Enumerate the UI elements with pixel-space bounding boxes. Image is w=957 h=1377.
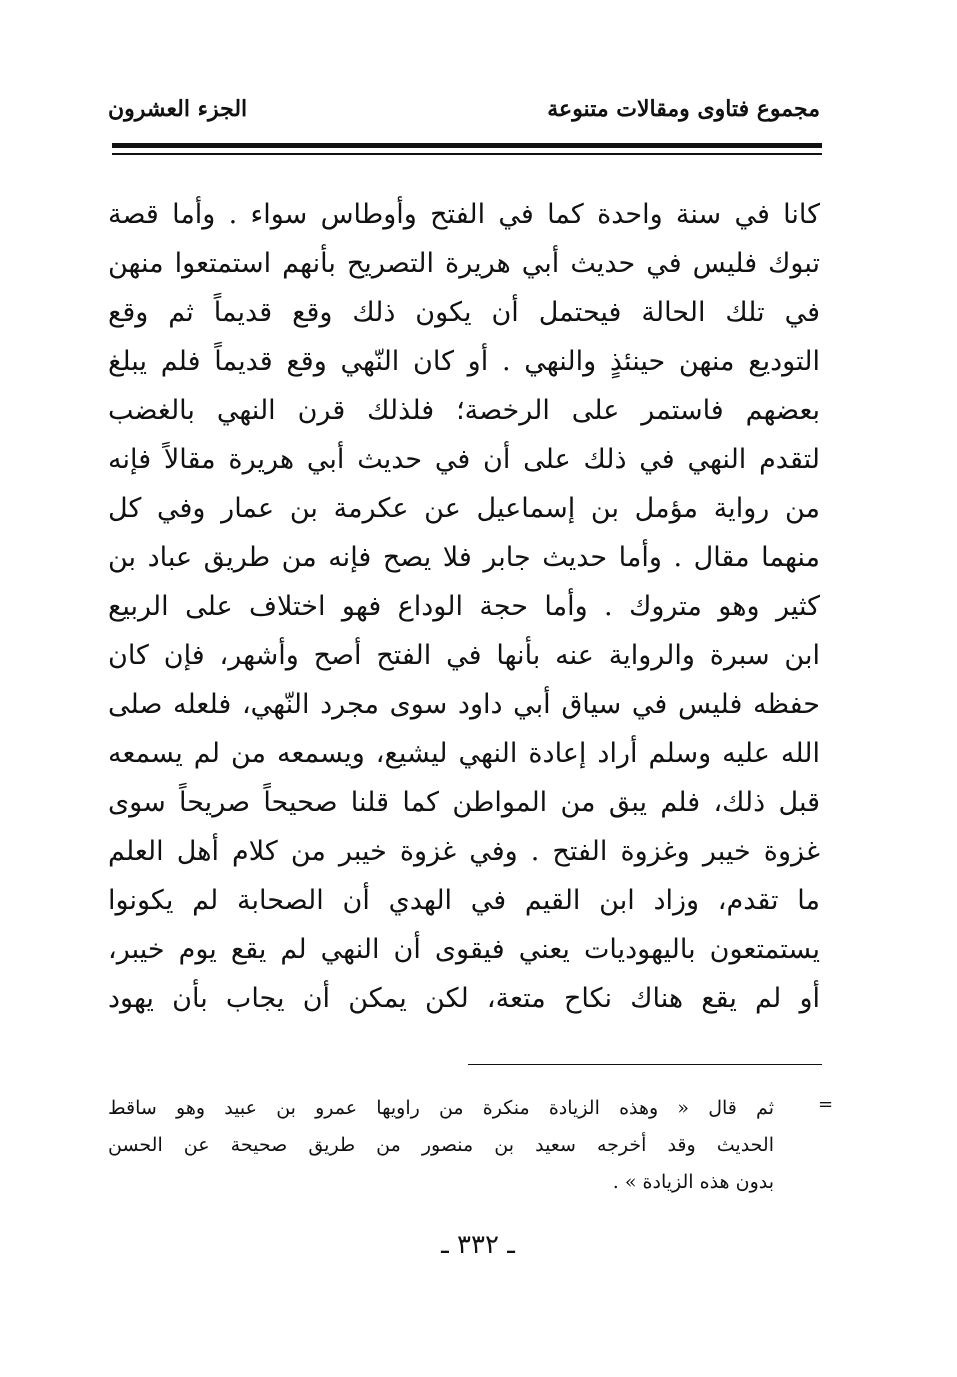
text-line: منهما مقال . وأما حديث جابر فلا يصح فإنه من طريق عباد بن: [108, 542, 820, 573]
text-line: كثير وهو متروك . وأما حجة الوداع فهو اختلاف على الربيع: [108, 591, 820, 622]
text-line: في تلك الحالة فيحتمل أن يكون ذلك وقع قديماً ثم وقع: [108, 297, 820, 328]
text-line: قبل ذلك، فلم يبق من المواطن كما قلنا صحيحاً صريحاً سوى: [108, 787, 820, 818]
footnote-continuation-marker: =: [818, 1094, 834, 1115]
page-number: ـ ٣٣٢ ـ: [441, 1230, 515, 1260]
footnote-line: الحديث وقد أخرجه سعيد بن منصور من طريق صحيحة عن الحسن: [108, 1134, 774, 1156]
main-text: [108, 190, 820, 1023]
header-rule-thin: [112, 153, 822, 155]
text-line: يستمتعون باليهوديات يعني فيقوى أن النهي لم يقع يوم خيبر،: [108, 934, 820, 965]
volume-label: الجزء العشرون: [108, 96, 248, 122]
footnote: [108, 1090, 774, 1201]
book-title: مجموع فتاوى ومقالات متنوعة: [547, 96, 820, 122]
text-line: ما تقدم، وزاد ابن القيم في الهدي أن الصحابة لم يكونوا: [108, 885, 820, 916]
running-header: [108, 96, 820, 136]
text-line: ابن سبرة والرواية عنه بأنها في الفتح أصح وأشهر، فإن كان: [108, 640, 820, 671]
text-line: لتقدم النهي في ذلك على أن في حديث أبي هريرة مقالاً فإنه: [108, 444, 820, 475]
text-line: أو لم يقع هناك نكاح متعة، لكن يمكن أن يجاب بأن يهود: [108, 983, 820, 1014]
text-line: حفظه فليس في سياق أبي داود سوى مجرد النّهي، فلعله صلى: [108, 689, 820, 720]
footnote-separator: [468, 1064, 822, 1065]
text-line: من رواية مؤمل بن إسماعيل عن عكرمة بن عمار وفي كل: [108, 493, 820, 524]
text-line: غزوة خيبر وغزوة الفتح . وفي غزوة خيبر من كلام أهل العلم: [108, 836, 820, 867]
text-line: تبوك فليس في حديث أبي هريرة التصريح بأنهم استمتعوا منهن: [108, 248, 820, 279]
text-line: التوديع منهن حينئذٍ والنهي . أو كان النّهي وقع قديماً فلم يبلغ: [108, 346, 820, 377]
text-line: بعضهم فاستمر على الرخصة؛ فلذلك قرن النهي بالغضب: [108, 395, 820, 426]
text-line: الله عليه وسلم أراد إعادة النهي ليشيع، ويسمعه من لم يسمعه: [108, 738, 820, 769]
footnote-line: ثم قال « وهذه الزيادة منكرة من راويها عمرو بن عبيد وهو ساقط: [108, 1097, 774, 1119]
footnote-line: بدون هذه الزيادة » .: [612, 1171, 774, 1193]
text-line: كانا في سنة واحدة كما في الفتح وأوطاس سواء . وأما قصة: [108, 199, 820, 230]
header-rule-thick: [112, 143, 822, 148]
